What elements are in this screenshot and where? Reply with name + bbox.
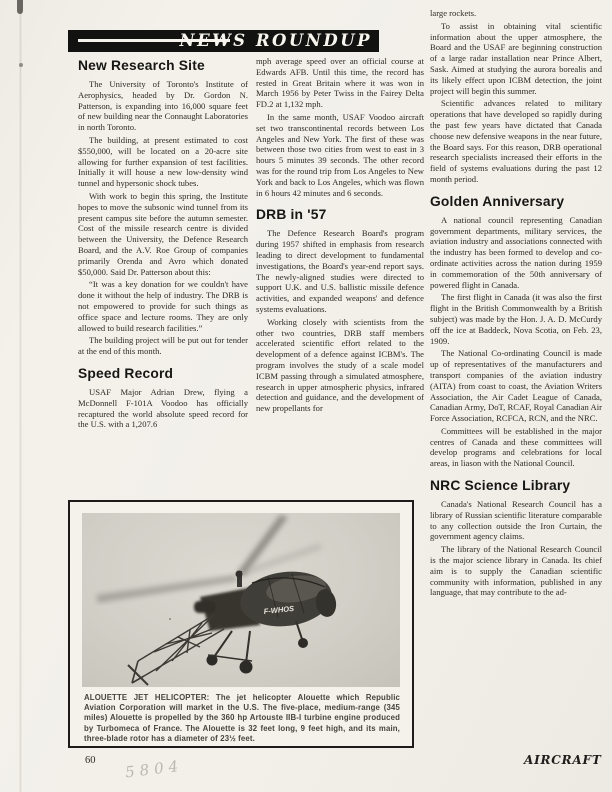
paragraph: The library of the National Research Council is the major science library in Canada. Its chief aim is to supply the Canadian scientific community with information, published in any language, that may contribute to the ad- (430, 544, 602, 598)
paragraph: The first flight in Canada (it was also the first flight in the British Commonwealth by a British subject) was made by the Hon. J. A. D. McCurdy off the ice at Baddeck, Nova Scotia, on Feb. 23, 1909. (430, 292, 602, 346)
news-roundup-banner (68, 30, 379, 52)
heading-nrc-science-library: NRC Science Library (430, 478, 571, 494)
paragraph: Scientific advances related to military operations that have developed so rapidly during the past few years have dictated that Canada choose new defensive weapons in the near future, the Board says. For this reason, DRB operational research specialists increased their efforts in the field of systems evaluations during the past 12 month period. (430, 98, 602, 184)
helicopter-photo (82, 513, 400, 687)
binding-mark (17, 0, 23, 14)
paragraph-continuation: large rockets. (430, 8, 477, 18)
photo-caption (84, 693, 400, 744)
column-3 (430, 8, 602, 600)
paragraph: The Defence Research Board's program during 1957 shifted in emphasis from research leading to direct development to fundamental investigations, the Board's year-end report says. The newly-aligned studies were directed to support U.K. and U.S. ballistic missile defence activities, and expanded weapons' and defence systems evaluations. (256, 228, 424, 314)
magazine-title: AIRCRAFT (524, 753, 602, 767)
handwritten-note: 5804 (124, 756, 185, 782)
heading-new-research-site: New Research Site (78, 58, 205, 73)
heading-golden-anniversary: Golden Anniversary (430, 193, 565, 209)
paragraph: USAF Major Adrian Drew, flying a McDonnell F-101A Voodoo has officially recaptured the world absolute speed record for the U.S. with a 1,207.6 (78, 386, 248, 430)
paragraph: In the same month, USAF Voodoo aircraft set two transcontinental records between Los Angeles and New York. The first of these was between those two cities from west to east in 3 hours 5 minutes 39 seconds. The other record was for the round trip from Los Angeles to New York and back to Los Angeles, which was flown in 6 hours 42 minutes and 6 seconds. (256, 111, 424, 198)
paragraph: Working closely with scientists from the other two countries, DRB staff members accelerated scientific effort related to the development of a defence against ICBM's. The program involves the study of a scale model ICBM passing through a simulated atmosphere, research in upper atmospheric physics, infrared detection and guidance, and the development of new propellants for (256, 316, 424, 414)
paragraph: The building, at present estimated to cost $550,000, will be located on a 20-acre site allowing for further expansion of test facilities. Initially it will house a new low-density wind tunnel and hypersonic shock tubes. (78, 134, 248, 189)
paragraph: The University of Toronto's Institute of Aerophysics, headed by Dr. Gordon N. Patterson, is expanding into 16,000 square feet of new building near the Connaught Laboratories in north Toronto. (78, 79, 248, 133)
paragraph-continuation: mph average speed over an official course at Edwards AFB. Until this time, the record has rested in Great Britain where it was won in March 1956 by Peter Twiss in the Fairey Delta FD.2 at 1,132 mph. (256, 56, 424, 110)
paragraph: To assist in obtaining vital scientific information about the upper atmosphere, the Board and the USAF are beginning construction of a large radar installation near Prince Albert, Sask. Aimed at studying the aurora borealis and its likely effect upon ICBM detection, the joint project will begin this summer. (430, 20, 602, 96)
page-gutter-shadow (19, 0, 22, 792)
helicopter-photo-box (68, 500, 414, 748)
paragraph: The National Co-ordinating Council is made up of representatives of the manufacturers and transport companies of the aviation industry (AITA) from coast to coast, the Aviation Writers Association, the Air Cadet League of Canada, Canadian Army, DoT, RCAF, Royal Canadian Air Force Association, RCFCA, RCN, and the NRC. (430, 348, 602, 424)
photo-caption-lead: ALOUETTE JET HELICOPTER: (84, 693, 210, 702)
helicopter-illustration (82, 513, 400, 687)
column-2 (256, 56, 424, 416)
column-1 (78, 58, 248, 432)
paragraph-quote: “It was a key donation for we couldn't have done it without the help of industry. The DRB is not empowered to provide for such things as office space and lecture rooms. They are only allowed to build research facilities.” (78, 279, 248, 333)
paragraph: The building project will be put out for tender at the end of this month. (78, 335, 248, 357)
paragraph: A national council representing Canadian government departments, military services, the aviation industry and associations connected with the industry has been formed to develop and co-ordinate activities across the nation during 1959 in commemoration of the 50th anniversary of powered flight in Canada. (430, 214, 602, 290)
heading-drb-in-57: DRB in '57 (256, 207, 327, 223)
paragraph: Committees will be established in the major centres of Canada and these committees will develop programs and celebrations for local areas, in liason with the National Council. (430, 425, 602, 469)
registration-text: F-WHOS (263, 603, 295, 616)
banner-title: NEWS ROUNDUP (179, 31, 372, 50)
page-number: 60 (85, 755, 96, 766)
photo-speck (169, 618, 171, 620)
paragraph: With work to begin this spring, the Institute hopes to move the subsonic wind tunnel from its present campus site before the autumn semester. Cost of the missile research centre is divided between the University, the Defence Research Board, and the A.V. Roe Group of companies primarily Orenda and Avro which donated $50,000. Said Dr. Patterson about this: (78, 190, 248, 277)
paragraph: Canada's National Research Council has a library of Russian scientific literature comparable to any collection outside the Iron Curtain, the government agency claims. (430, 499, 602, 542)
photo-caption-body: The jet helicopter Alouette which Republic Aviation Corporation will market in the U.S. The five-place, medium-range (345 miles) Alouette is propelled by the 360 hp Artouste IIB-I turbine engine produced by Turbomeca of France. The Alouette is 32 feet long, 9 feet high, and its main, three-blade rotor has a diameter of 23½ feet. (84, 693, 400, 743)
heading-speed-record: Speed Record (78, 365, 174, 381)
binding-dot (19, 63, 23, 67)
